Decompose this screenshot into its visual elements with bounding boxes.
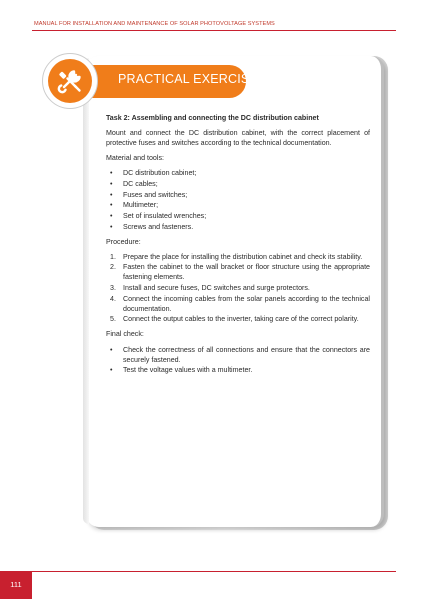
list-item: • Fuses and switches; (110, 190, 188, 199)
list-item: • Test the voltage values with a multimeter. (110, 366, 253, 375)
procedure-heading: Procedure: (106, 237, 141, 246)
exercise-card-edge (83, 58, 89, 524)
procedure-step (106, 283, 370, 293)
list-item: • DC distribution cabinet; (110, 169, 197, 178)
procedure-list (106, 252, 370, 325)
step-number: 4. (110, 294, 116, 303)
list-item-text: DC cables; (123, 179, 158, 188)
procedure-step (106, 252, 370, 262)
final-check-list (106, 345, 370, 376)
list-item-text: Check the correctness of all connections and ensure that the connectors are securely fastened. (123, 345, 370, 364)
list-item-text: Multimeter; (123, 201, 159, 210)
task-title: Task 2: Assembling and connecting the DC distribution cabinet (106, 114, 319, 122)
footer-divider (0, 571, 396, 572)
procedure-step (106, 294, 370, 314)
step-text: Connect the incoming cables from the solar panels according to the technical documentation. (123, 294, 370, 313)
list-item: • Set of insulated wrenches; (110, 211, 207, 220)
materials-heading: Material and tools: (106, 154, 164, 163)
page-number: 111 (10, 580, 22, 589)
list-item: • Multimeter; (110, 201, 159, 210)
step-text: Prepare the place for installing the distribution cabinet and check its stability. (123, 252, 363, 261)
step-number: 3. (110, 284, 116, 293)
list-item-text: Fuses and switches; (123, 190, 188, 199)
final-check-heading: Final check: (106, 330, 144, 339)
list-item: • DC cables; (110, 179, 158, 188)
header-running-title: MANUAL FOR INSTALLATION AND MAINTENANCE OF SOLAR PHOTOVOLTAGE SYSTEMS (34, 21, 275, 27)
header-divider (32, 30, 396, 31)
procedure-step (106, 262, 370, 282)
task-intro: Mount and connect the DC distribution cabinet, with the correct placement of protective fuses and switches according to the technical documentation. (106, 129, 370, 148)
procedure-step (106, 314, 370, 324)
list-item-text: Screws and fasteners. (123, 222, 194, 231)
materials-list (106, 168, 370, 231)
list-item-text: DC distribution cabinet; (123, 169, 197, 178)
list-item: • Check the correctness of all connections and ensure that the connectors are securely fastened. (110, 345, 370, 364)
exercise-content (106, 113, 370, 380)
step-text: Install and secure fuses, DC switches and surge protectors. (123, 284, 310, 293)
list-item: • Screws and fasteners. (110, 222, 194, 231)
wrench-screwdriver-icon (55, 66, 85, 96)
step-number: 5. (110, 315, 116, 324)
step-text: Connect the output cables to the inverter, taking care of the correct polarity. (123, 315, 359, 324)
exercise-banner-title: PRACTICAL EXERCISE (118, 72, 258, 86)
list-item-text: Test the voltage values with a multimeter. (123, 366, 253, 375)
step-number: 1. (110, 252, 116, 261)
step-text: Fasten the cabinet to the wall bracket or floor structure using the appropriate fastening elements. (123, 263, 370, 282)
list-item-text: Set of insulated wrenches; (123, 211, 207, 220)
step-number: 2. (110, 263, 116, 272)
